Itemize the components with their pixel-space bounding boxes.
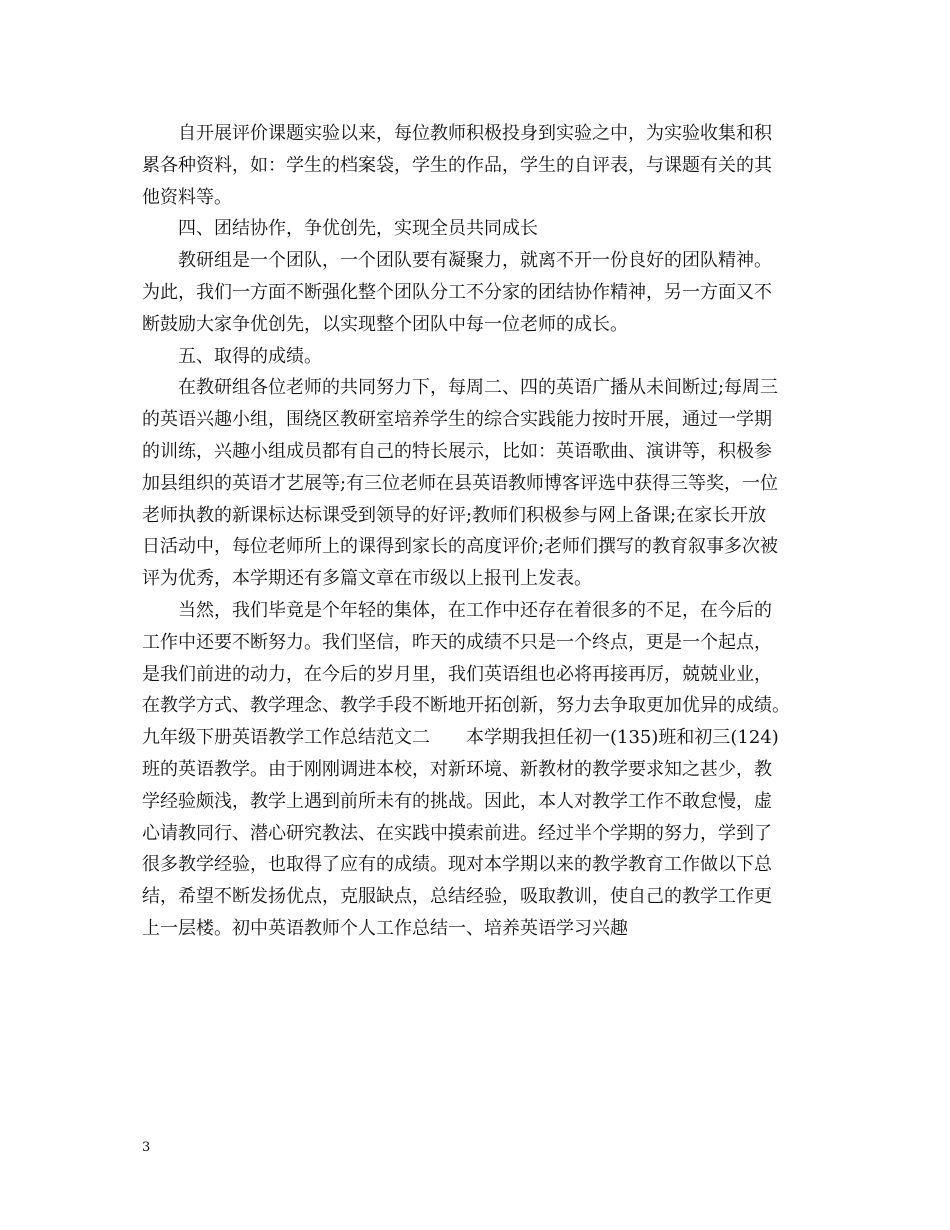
- paragraph-line: 累各种资料，如：学生的档案袋，学生的作品，学生的自评表，与课题有关的其: [142, 154, 772, 176]
- paragraph-line: 的训练，兴趣小组成员都有自己的特长展示，比如：英语歌曲、演讲等，积极参: [142, 440, 772, 462]
- paragraph-line: 断鼓励大家争优创先，以实现整个团队中每一位老师的成长。: [142, 313, 628, 335]
- paragraph-line: 为此，我们一方面不断强化整个团队分工不分家的团结协作精神，另一方面又不: [142, 281, 772, 303]
- paragraph-line: 他资料等。: [142, 186, 232, 208]
- page-number: 3: [142, 1140, 151, 1155]
- paragraph-line: 当然，我们毕竟是个年轻的集体，在工作中还存在着很多的不足，在今后的: [178, 599, 772, 621]
- paragraph-line: 的英语兴趣小组，围绕区教研室培养学生的综合实践能力按时开展，通过一学期: [142, 409, 772, 431]
- document-body: [142, 118, 810, 945]
- paragraph-line: 教研组是一个团队，一个团队要有凝聚力，就离不开一份良好的团队精神。: [178, 250, 772, 272]
- section-heading: 五、取得的成绩。: [178, 345, 322, 367]
- paragraph-line: 是我们前进的动力，在今后的岁月里，我们英语组也必将再接再厉，兢兢业业，: [142, 663, 772, 685]
- paragraph-line: 心请教同行、潜心研究教法、在实践中摸索前进。经过半个学期的努力，学到了: [142, 822, 772, 844]
- section-heading: 四、团结协作，争优创先，实现全员共同成长: [178, 218, 538, 240]
- paragraph-line: 自开展评价课题实验以来，每位教师积极投身到实验之中，为实验收集和积: [178, 123, 772, 144]
- paragraph-line: 在教学方式、教学理念、教学手段不断地开拓创新，努力去争取更加优异的成绩。: [142, 695, 790, 717]
- paragraph-line: 老师执教的新课标达标课受到领导的好评;教师们积极参与网上备课;在家长开放: [142, 504, 767, 526]
- paragraph-line: 评为优秀，本学期还有多篇文章在市级以上报刊上发表。: [142, 568, 592, 590]
- paragraph-line: 工作中还要不断努力。我们坚信，昨天的成绩不只是一个终点，更是一个起点，: [142, 631, 772, 653]
- paragraph-line: 上一层楼。初中英语教师个人工作总结一、培养英语学习兴趣: [142, 917, 628, 939]
- paragraph-line: 结，希望不断发扬优点，克服缺点，总结经验，吸取教训，使自己的教学工作更: [142, 886, 772, 908]
- paragraph-line: 九年级下册英语教学工作总结范文二 本学期我担任初一(135)班和初三(124): [142, 727, 779, 749]
- paragraph-line: 日活动中，每位老师所上的课得到家长的高度评价;老师们撰写的教育叙事多次被: [142, 536, 779, 558]
- paragraph-line: 班的英语教学。由于刚刚调进本校，对新环境、新教材的教学要求知之甚少，教: [142, 758, 772, 780]
- paragraph-line: 学经验颇浅，教学上遇到前所未有的挑战。因此，本人对教学工作不敢怠慢，虚: [142, 790, 772, 812]
- paragraph-line: 很多教学经验，也取得了应有的成绩。现对本学期以来的教学教育工作做以下总: [142, 854, 772, 876]
- paragraph-line: 在教研组各位老师的共同努力下，每周二、四的英语广播从未间断过;每周三: [178, 377, 779, 399]
- paragraph-line: 加县组织的英语才艺展等;有三位老师在县英语教师博客评选中获得三等奖，一位: [142, 472, 779, 494]
